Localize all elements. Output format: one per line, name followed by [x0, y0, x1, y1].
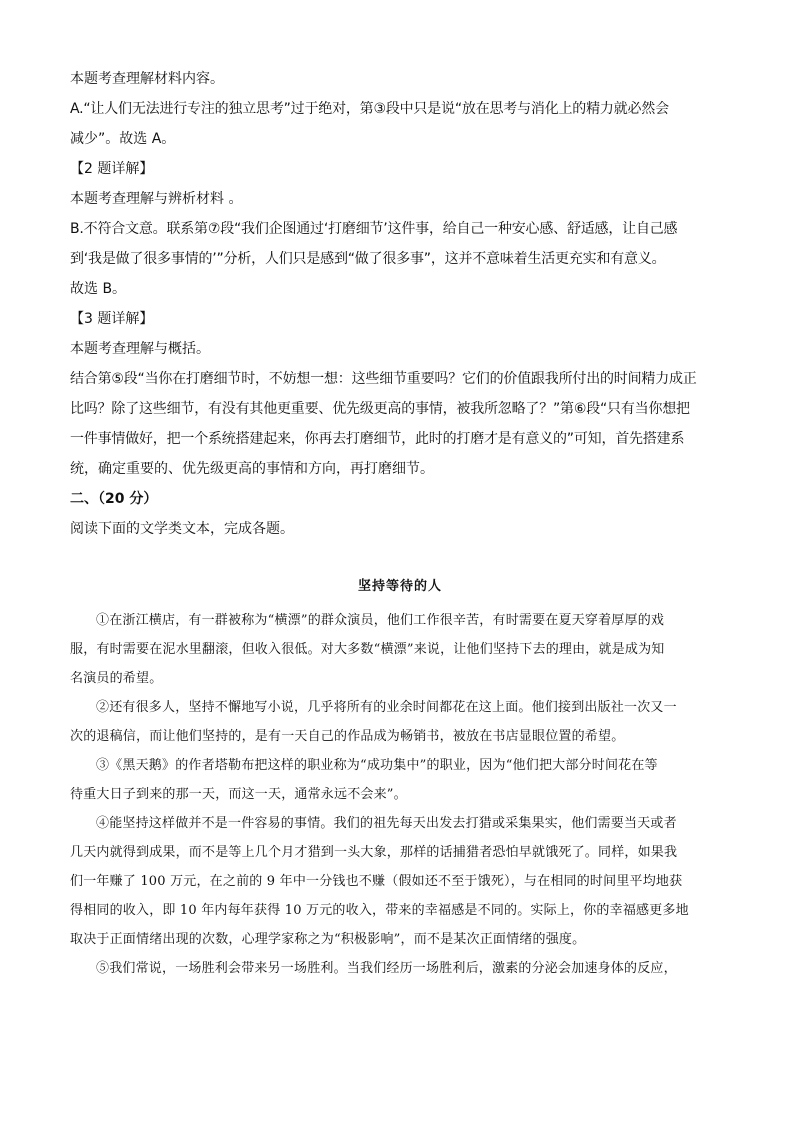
- section-two-heading: 二、（20 分）: [70, 491, 158, 507]
- analysis-line: B.不符合文意。联系第⑦段“我们企图通过‘打磨细节’这件事，给自己一种安心感、舒适感，让自己感: [70, 221, 678, 237]
- question-2-heading: 【2 题详解】: [70, 161, 154, 177]
- question-3-heading: 【3 题详解】: [70, 311, 154, 327]
- answer-analysis-section: [70, 64, 730, 544]
- article-line: ②还有很多人，坚持不懈地写小说，几乎将所有的业余时间都花在这上面。他们接到出版社一次又一: [96, 700, 677, 715]
- analysis-line: 结合第⑤段“当你在打磨细节时，不妨想一想：这些细节重要吗？它们的价值跟我所付出的时间精力成正: [70, 371, 697, 387]
- analysis-line: 本题考查理解材料内容。: [70, 71, 224, 87]
- article-line: 名演员的希望。: [70, 671, 163, 686]
- article-line: 服，有时需要在泥水里翻滚，但收入很低。对大多数“横漂”来说，让他们坚持下去的理由，就是成为知: [70, 642, 665, 657]
- article-line: 待重大日子到来的那一天，而这一天，通常永远不会来”。: [70, 787, 407, 802]
- analysis-line: A.“让人们无法进行专注的独立思考”过于绝对，第③段中只是说“放在思考与消化上的精力就必然会: [70, 101, 669, 117]
- article-line: 取决于正面情绪出现的次数，心理学家称之为“积极影响”，而不是某次正面情绪的强度。: [70, 932, 586, 947]
- analysis-line: 一件事情做好，把一个系统搭建起来，你再去打磨细节，此时的打磨才是有意义的”可知，首先搭建系: [70, 431, 685, 447]
- analysis-line: 本题考查理解与概括。: [70, 341, 210, 357]
- article-line: ⑤我们常说，一场胜利会带来另一场胜利。当我们经历一场胜利后，激素的分泌会加速身体的反应，: [96, 961, 677, 976]
- article-body: [70, 606, 730, 983]
- article-line: 次的退稿信，而让他们坚持的，是有一天自己的作品成为畅销书，被放在书店显眼位置的希望。: [70, 729, 625, 744]
- article-line: ④能坚持这样做并不是一件容易的事情。我们的祖先每天出发去打猎或采集果实，他们需要当天或者: [96, 816, 677, 831]
- article-line: 几天内就得到成果，而不是等上几个月才猎到一头大象，那样的话捕猎者恐怕早就饿死了。同样，如果我: [70, 845, 678, 860]
- analysis-line: 减少”。故选 A。: [70, 131, 176, 147]
- reading-instruction: 阅读下面的文学类文本，完成各题。: [70, 521, 294, 537]
- article-line: ①在浙江横店，有一群被称为“横漂”的群众演员，他们工作很辛苦，有时需要在夏天穿着厚厚的戏: [96, 613, 665, 628]
- article-title: 坚持等待的人: [357, 579, 442, 594]
- analysis-line: 统，确定重要的、优先级更高的事情和方向，再打磨细节。: [70, 461, 434, 477]
- article-line: 们一年赚了 100 万元，在之前的 9 年中一分钱也不赚（假如还不至于饿死），与在相同的时间里平均地获: [70, 874, 683, 889]
- analysis-line: 到‘我是做了很多事情的’”分析，人们只是感到“做了很多事”，这并不意味着生活更充实和有意义。: [70, 251, 666, 267]
- article-line: ③《黑天鹅》的作者塔勒布把这样的职业称为“成功集中”的职业，因为“他们把大部分时间花在等: [96, 758, 658, 773]
- analysis-line: 故选 B。: [70, 281, 127, 297]
- article-line: 得相同的收入，即 10 年内每年获得 10 万元的收入，带来的幸福感是不同的。实际上，你的幸福感更多地: [70, 903, 689, 918]
- analysis-line: 本题考查理解与辨析材料 。: [70, 191, 243, 207]
- analysis-line: 比吗？除了这些细节，有没有其他更重要、优先级更高的事情，被我所忽略了？”第⑥段“只有当你想把: [70, 401, 690, 417]
